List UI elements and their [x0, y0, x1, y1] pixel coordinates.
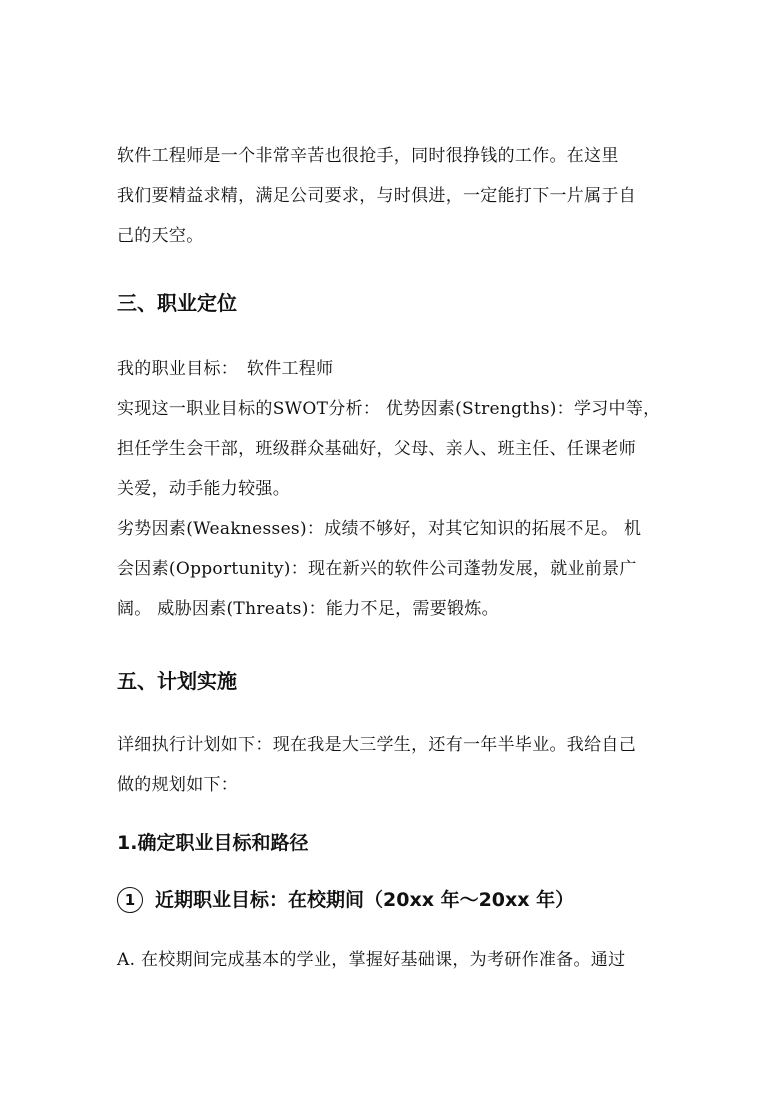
- text-line: 担任学生会干部，班级群众基础好，父母、亲人、班主任、任课老师: [117, 439, 636, 459]
- section-5-heading: 五、计划实施: [117, 669, 237, 693]
- text-line: 实现这一职业目标的SWOT分析： 优势因素(Strengths)：学习中等，: [117, 399, 661, 419]
- text-line: 关爱，动手能力较强。: [117, 479, 290, 499]
- circled-number-marker: 1: [117, 887, 143, 913]
- text-line: A. 在校期间完成基本的学业，掌握好基础课，为考研作准备。通过: [117, 950, 626, 970]
- near-term-goal-heading: [117, 886, 574, 914]
- text-line: 我们要精益求精，满足公司要求，与时俱进，一定能打下一片属于自: [117, 186, 636, 206]
- text-line: 软件工程师是一个非常辛苦也很抢手，同时很挣钱的工作。在这里: [117, 146, 619, 166]
- swot-paragraph: [117, 389, 662, 629]
- plan-paragraph: [117, 725, 662, 805]
- text-line: 详细执行计划如下：现在我是大三学生，还有一年半毕业。我给自己: [117, 735, 636, 755]
- career-goal-line: [117, 349, 662, 389]
- text-line: 劣势因素(Weaknesses)：成绩不够好，对其它知识的拓展不足。 机: [117, 519, 642, 539]
- text-line: 我的职业目标： 软件工程师: [117, 359, 334, 379]
- item-a-paragraph: [117, 940, 662, 980]
- subsection-1-heading: 1.确定职业目标和路径: [117, 832, 309, 854]
- text-line: 阔。 威胁因素(Threats)：能力不足，需要锻炼。: [117, 599, 499, 619]
- text-line: 做的规划如下：: [117, 775, 239, 795]
- intro-paragraph: [117, 136, 662, 256]
- text-line: 会因素(Opportunity)：现在新兴的软件公司蓬勃发展，就业前景广: [117, 559, 637, 579]
- section-3-heading: 三、职业定位: [117, 291, 237, 315]
- text-line: 己的天空。: [117, 226, 204, 246]
- near-term-goal-title: 近期职业目标：在校期间（20xx 年～20xx 年）: [155, 889, 575, 911]
